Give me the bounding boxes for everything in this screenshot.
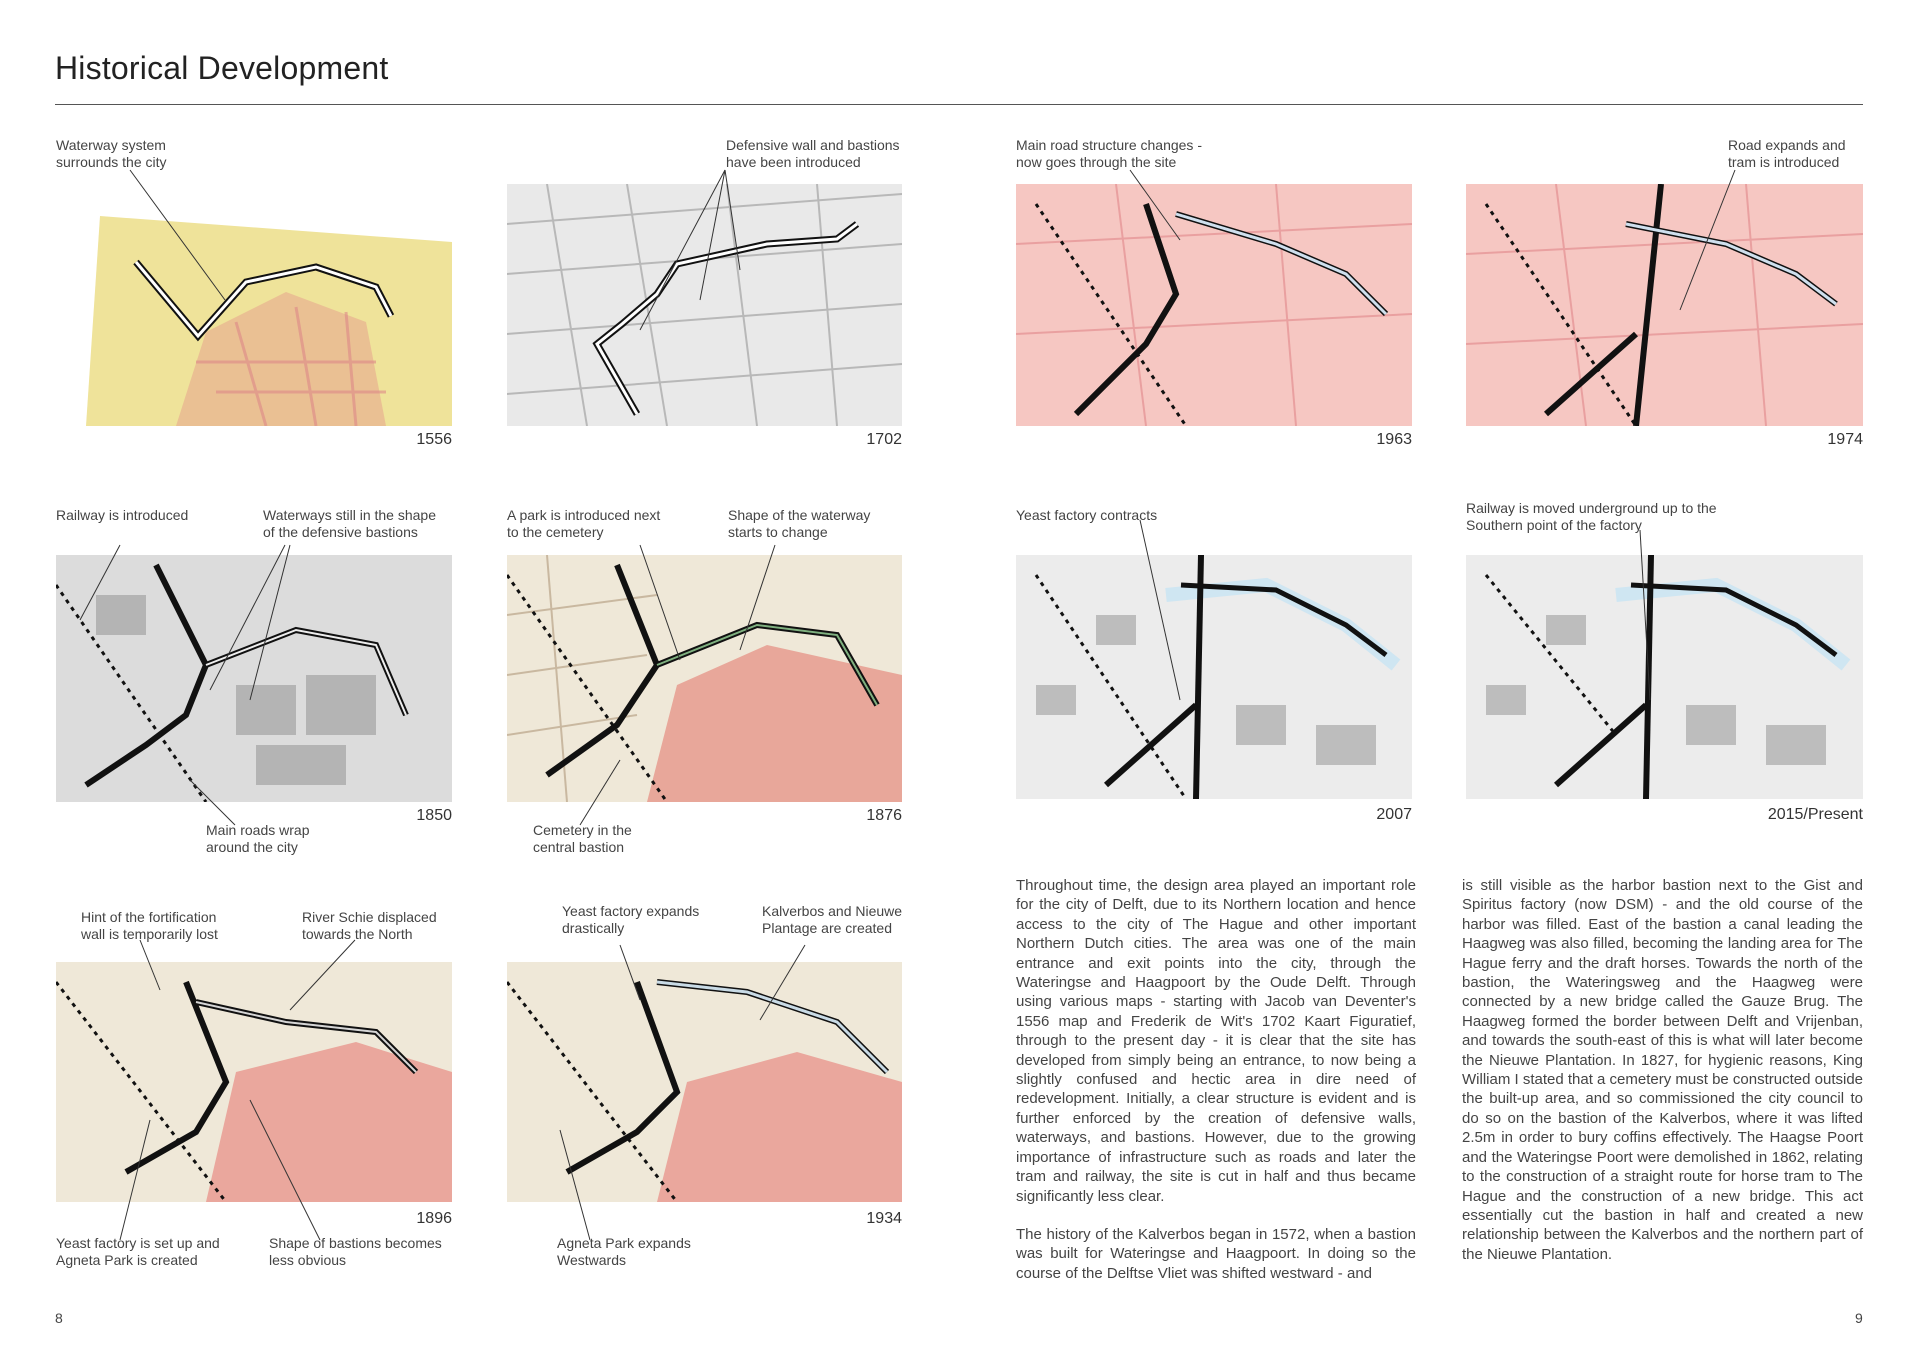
caption-2007-yeast: Yeast factory contracts [1016,507,1158,523]
year-label-2007: 2007 [1376,806,1412,823]
page-title: Historical Development [55,50,389,86]
caption-1896-fortification: Hint of the fortification wall is temporarily lost [81,909,218,942]
year-label-1850: 1850 [416,807,452,824]
caption-1963-road: Main road structure changes - now goes through the site [1016,137,1202,170]
map-1556 [86,212,452,426]
map-1850 [56,555,452,802]
caption-1974-tram: Road expands and tram is introduced [1728,137,1846,170]
caption-1876-waterway: Shape of the waterway starts to change [728,507,871,540]
map-1896 [56,962,452,1202]
caption-2015-railway: Railway is moved underground up to the Southern point of the factory [1466,500,1717,533]
year-label-1896: 1896 [416,1210,452,1227]
caption-1876-park: A park is introduced next to the cemetery [507,507,661,540]
body-text-column-1 [1016,876,1416,1302]
title-rule [55,104,1863,105]
map-1934 [507,962,902,1202]
caption-1896-yeast: Yeast factory is set up and Agneta Park is created [56,1235,220,1268]
year-label-2015-present: 2015/Present [1767,806,1863,823]
year-label-1974: 1974 [1827,431,1863,448]
caption-1934-kalverbos: Kalverbos and Nieuwe Plantage are created [762,903,903,936]
map-2007 [1016,555,1412,799]
map-1702 [507,184,902,426]
map-1963 [1016,184,1412,426]
year-label-1876: 1876 [866,807,902,824]
caption-1702-walls: Defensive wall and bastions have been introduced [726,137,900,170]
map-2015-present [1466,555,1863,799]
caption-1850-roads: Main roads wrap around the city [206,822,310,855]
map-1974 [1466,184,1863,426]
caption-1876-cemetery: Cemetery in the central bastion [533,822,632,855]
caption-1934-agneta: Agneta Park expands Westwards [557,1235,691,1268]
body-paragraph: Throughout time, the design area played an important role for the city of Delft, due to its Northern location and hence access to the city of The Hague and other important Northern Dutch cities. The area was one of the main entrance and exit points into the city, through the Wateringse and Haagpoort by the Oude Delft. Through using various maps - starting with Jacob van Deventer's 1556 map and Frederik de Wit's 1702 Kaart Figuratief, through to the present day - it is clear that the site has developed from simply being an entrance, to now being a slightly confused and hectic area in dire need of redevelopment. Initially, a clear structure is evident and is further enforced by the creation of defensive walls, waterways, and bastions. However, due to the growing importance of infrastructure such as roads and later the tram and railway, the site is cut in half and thus became significantly less clear. [1016,877,1416,1205]
map-1876 [507,555,902,802]
caption-1850-railway: Railway is introduced [56,507,189,523]
year-label-1556: 1556 [416,431,452,448]
year-label-1934: 1934 [866,1210,902,1227]
body-paragraph: is still visible as the harbor bastion next to the Gist and Spiritus factory (now DSM) - and the old course of the harbor was filled. East of the bastion a canal leading the Haagweg was also filled, becoming the landing area for The Hague ferry and the draft horses. Towards the north of the bastion, the Wateringsweg and the Haagweg were connected by a new bridge called the Gauze Brug. The Haagweg formed the border between Delft and Vrijenban, and towards the south-east of this is what will later become the Nieuwe Plantation. In 1827, for hygienic reasons, King William I stated that a cemetery must be constructed outside the built-up area, and so commissioned the city council to do so on the bastion of the Kalverbos, where it was lifted 2.5m in order to bury coffins effectively. The Haagse Poort and the Wateringse Poort were demolished in 1862, relating to the construction of a straight route for horse tram to The Hague and the construction of a new bridge. This act essentially cut the bastion in half and created a new relationship between the Kalverbos and the northern part of the Nieuwe Plantation. [1462,877,1864,1263]
page-number-left: 8 [55,1310,63,1326]
caption-1896-schie: River Schie displaced towards the North [302,909,437,942]
year-label-1963: 1963 [1376,431,1412,448]
caption-1850-waterways: Waterways still in the shape of the defensive bastions [263,507,436,540]
page-number-right: 9 [1855,1310,1863,1326]
caption-1934-yeast: Yeast factory expands drastically [562,903,700,936]
year-label-1702: 1702 [866,431,902,448]
caption-1556-waterway: Waterway system surrounds the city [56,137,167,170]
body-paragraph: The history of the Kalverbos began in 1572, when a bastion was built for Wateringse and Haagpoort. In doing so the course of the Delftse Vliet was shifted westward - and [1016,1225,1416,1282]
caption-1896-bastions: Shape of bastions becomes less obvious [269,1235,442,1268]
body-text-column-2 [1462,876,1863,1283]
